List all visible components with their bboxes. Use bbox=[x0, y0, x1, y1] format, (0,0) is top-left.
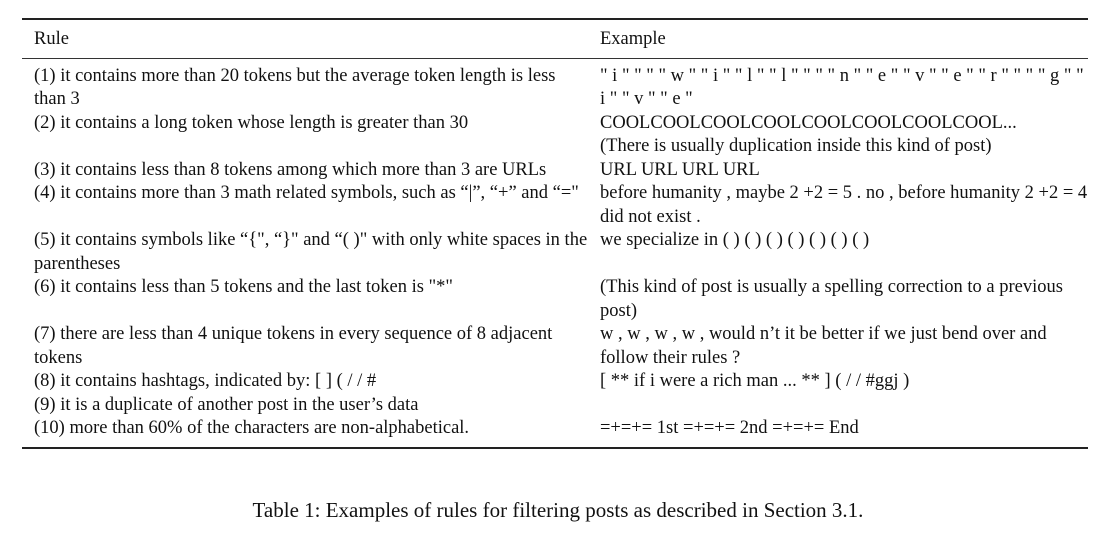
example-cell: w , w , w , w , would n’t it be better if we just bend over and follow their rules ? bbox=[600, 324, 1052, 368]
rule-cell: (5) it contains symbols like “{", “}" and “( )" with only white spaces in the parentheses bbox=[34, 230, 592, 274]
example-cell: we specialize in ( ) ( ) ( ) ( ) ( ) ( ) ( ) bbox=[600, 230, 870, 250]
example-cell: " i " " " " w " " i " " l " " l " " " " n " " e " " v " " e " " r " " " " g " " i " " v " " e " bbox=[600, 65, 1089, 109]
table-bottom-rule bbox=[22, 447, 1088, 449]
example-cell bbox=[588, 394, 1088, 418]
table-header-row bbox=[22, 20, 1088, 54]
table-caption: Table 1: Examples of rules for filtering posts as described in Section 3.1. bbox=[252, 498, 864, 522]
table-row bbox=[22, 276, 1088, 323]
rule-cell: (10) more than 60% of the characters are non-alphabetical. bbox=[34, 418, 470, 438]
rule-cell: (3) it contains less than 8 tokens among which more than 3 are URLs bbox=[34, 159, 547, 180]
table-row bbox=[22, 112, 1088, 159]
table-row bbox=[22, 229, 1088, 276]
example-cell: (This kind of post is usually a spelling correction to a previous post) bbox=[600, 277, 1068, 321]
table-row bbox=[22, 370, 1088, 394]
column-header-example: Example bbox=[600, 29, 666, 49]
table-row bbox=[22, 65, 1088, 112]
example-cell: URL URL URL URL bbox=[600, 159, 760, 180]
rule-cell: (6) it contains less than 5 tokens and the last token is "*" bbox=[34, 277, 453, 297]
rule-cell: (9) it is a duplicate of another post in the user’s data bbox=[34, 394, 419, 415]
table-row bbox=[22, 159, 1088, 183]
table-body bbox=[22, 59, 1092, 441]
column-header-rule: Rule bbox=[34, 29, 69, 49]
rule-cell: (2) it contains a long token whose length is greater than 30 bbox=[34, 112, 469, 133]
example-cell: before humanity , maybe 2 +2 = 5 . no , before humanity 2 +2 = 4 did not exist . bbox=[600, 183, 1092, 227]
table-row bbox=[22, 182, 1092, 229]
rule-cell: (1) it contains more than 20 tokens but the average token length is less than 3 bbox=[34, 65, 561, 109]
example-cell: COOLCOOLCOOLCOOLCOOLCOOLCOOLCOOL... (There is usually duplication inside this kind of post) bbox=[600, 112, 1017, 156]
table-row bbox=[22, 417, 1088, 441]
example-cell: [ ** if i were a rich man ... ** ] ( / / #ggj ) bbox=[600, 371, 910, 391]
rule-cell: (8) it contains hashtags, indicated by: [ ] ( / / # bbox=[34, 371, 377, 391]
rule-cell: (7) there are less than 4 unique tokens in every sequence of 8 adjacent tokens bbox=[34, 324, 557, 368]
example-cell: =+=+= 1st =+=+= 2nd =+=+= End bbox=[600, 418, 859, 438]
table-row bbox=[22, 394, 1088, 418]
rules-table bbox=[22, 18, 1092, 449]
table-row bbox=[22, 323, 1088, 370]
rule-cell: (4) it contains more than 3 math related symbols, such as “|”, “+” and “=" bbox=[34, 183, 579, 203]
